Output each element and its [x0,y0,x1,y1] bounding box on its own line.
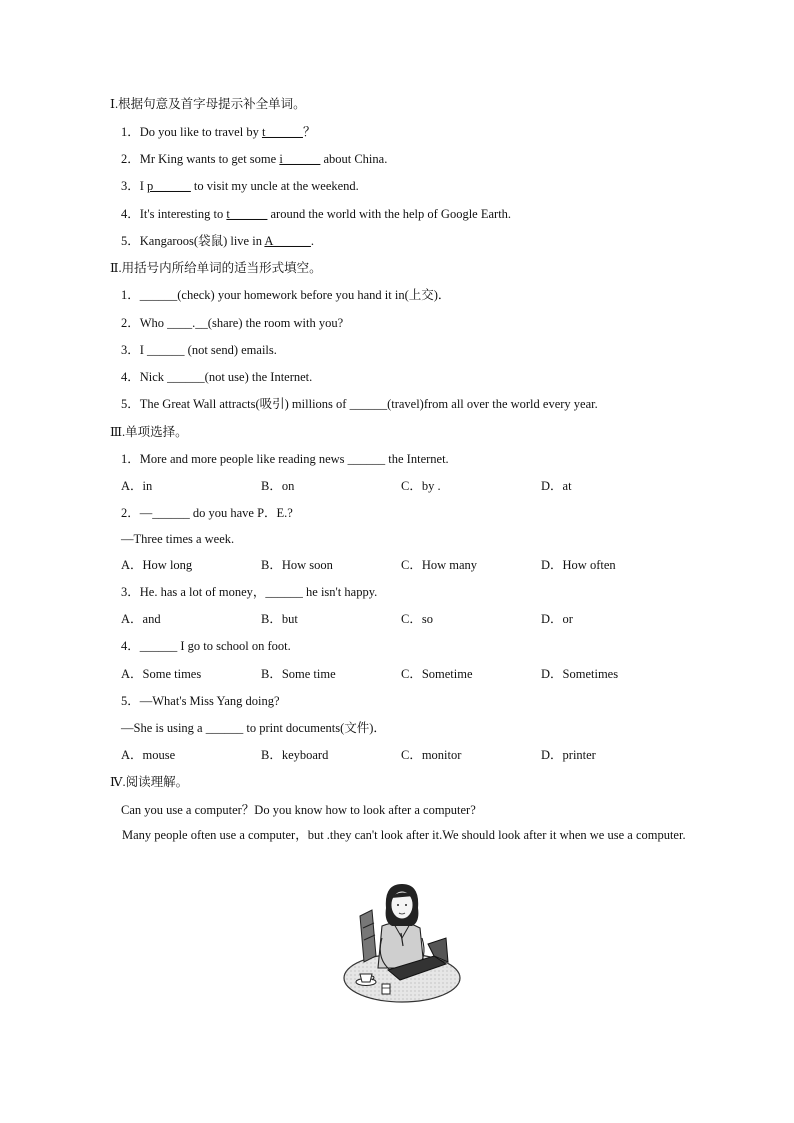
s3-q4-option-a: A．Some times [121,667,202,681]
section-3-title: Ⅲ.单项选择。 [110,425,188,439]
s3-q1-option-a: A．in [121,479,153,493]
s1-question-5: 5．Kangaroos(袋鼠) live in A______. [121,234,315,248]
s2-question-3: 3．I ______ (not send) emails. [121,343,277,357]
s3-q2-option-b: B．How soon [261,558,333,572]
s3-q4-option-d: D．Sometimes [541,667,619,681]
s2-question-1: 1．______(check) your homework before you hand it in(上交)． [121,288,451,302]
s2-question-5: 5．The Great Wall attracts(吸引) millions of ______(travel)from all over the world every year. [121,397,598,411]
s3-question-2-stem: 2．—______ do you have P．E.? [121,506,293,520]
s3-q1-option-b: B．on [261,479,295,493]
section-4-title: Ⅳ.阅读理解。 [110,775,189,789]
s3-q5-option-a: A．mouse [121,748,176,762]
s3-q2-option-d: D．How often [541,558,616,572]
s3-q2-option-a: A．How long [121,558,193,572]
s3-question-1-stem: 1．More and more people like reading news ______ the Internet. [121,452,449,466]
s3-q5-option-b: B．keyboard [261,748,329,762]
s3-q3-option-d: D．or [541,612,573,626]
s3-q3-option-c: C．so [401,612,433,626]
s3-q4-option-c: C．Sometime [401,667,473,681]
s2-question-4: 4．Nick ______(not use) the Internet. [121,370,313,384]
s3-question-5-reply: —She is using a ______ to print documents(文件)． [121,721,386,735]
s3-question-2-reply: —Three times a week. [121,532,235,546]
section-1-title: Ⅰ.根据句意及首字母提示补全单词。 [110,97,306,111]
s3-q3-option-b: B．but [261,612,298,626]
s3-q4-option-b: B．Some time [261,667,336,681]
s3-q3-option-a: A．and [121,612,161,626]
s1-question-3: 3．I p______ to visit my uncle at the weekend. [121,179,359,193]
s3-q2-option-c: C．How many [401,558,478,572]
s1-question-4: 4．It's interesting to t______ around the world with the help of Google Earth. [121,207,512,221]
reading-paragraph-1: Can you use a computer？Do you know how to look after a computer? [121,803,476,817]
s3-question-3-stem: 3．He. has a lot of money，______ he isn't happy. [121,585,378,599]
reading-paragraph-2: Many people often use a computer，but .they can't look after it.We should look after it when we use a computer. [122,828,686,842]
s1-question-2: 2．Mr King wants to get some i______ about China. [121,152,388,166]
s3-question-5-stem: 5．—What's Miss Yang doing? [121,694,280,708]
s3-q5-option-d: D．printer [541,748,596,762]
s2-question-2: 2．Who ____.__(share) the room with you? [121,316,344,330]
s3-question-4-stem: 4．______ I go to school on foot. [121,639,291,653]
s3-q1-option-d: D．at [541,479,572,493]
section-2-title: Ⅱ.用括号内所给单词的适当形式填空。 [110,261,322,275]
s3-q1-option-c: C．by . [401,479,441,493]
s1-question-1: 1．Do you like to travel by t______？ [121,125,316,139]
s3-q5-option-c: C．monitor [401,748,462,762]
woman-laptop-illustration [342,878,462,1010]
